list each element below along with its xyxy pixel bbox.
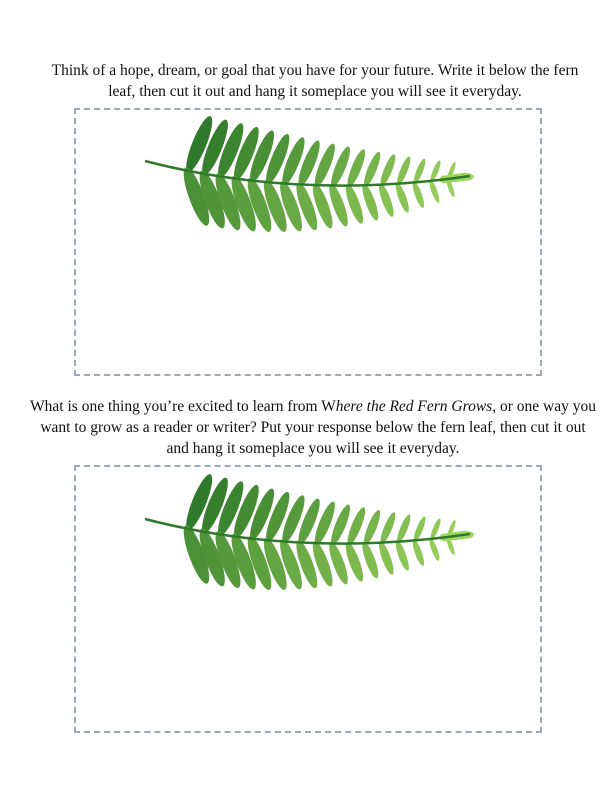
prompt2-text-start: What is one thing you’re excited to learn from W [30,398,336,415]
fern-leaf-icon [140,116,480,266]
prompt-excited-to-learn [30,396,596,459]
book-title: here the Red Fern Grows [335,398,493,415]
fern-leaf-icon [140,474,480,624]
prompt-hope-dream-goal: Think of a hope, dream, or goal that you have for your future. Write it below the fern leaf, then cut it out and hang it someplace you will see it everyday. [51,62,579,100]
prompt2-text-end: , or one way you want to grow as a reader or writer? Put your response below the fern leaf, then cut it out and hang it someplace you will see it everyday. [40,398,596,457]
